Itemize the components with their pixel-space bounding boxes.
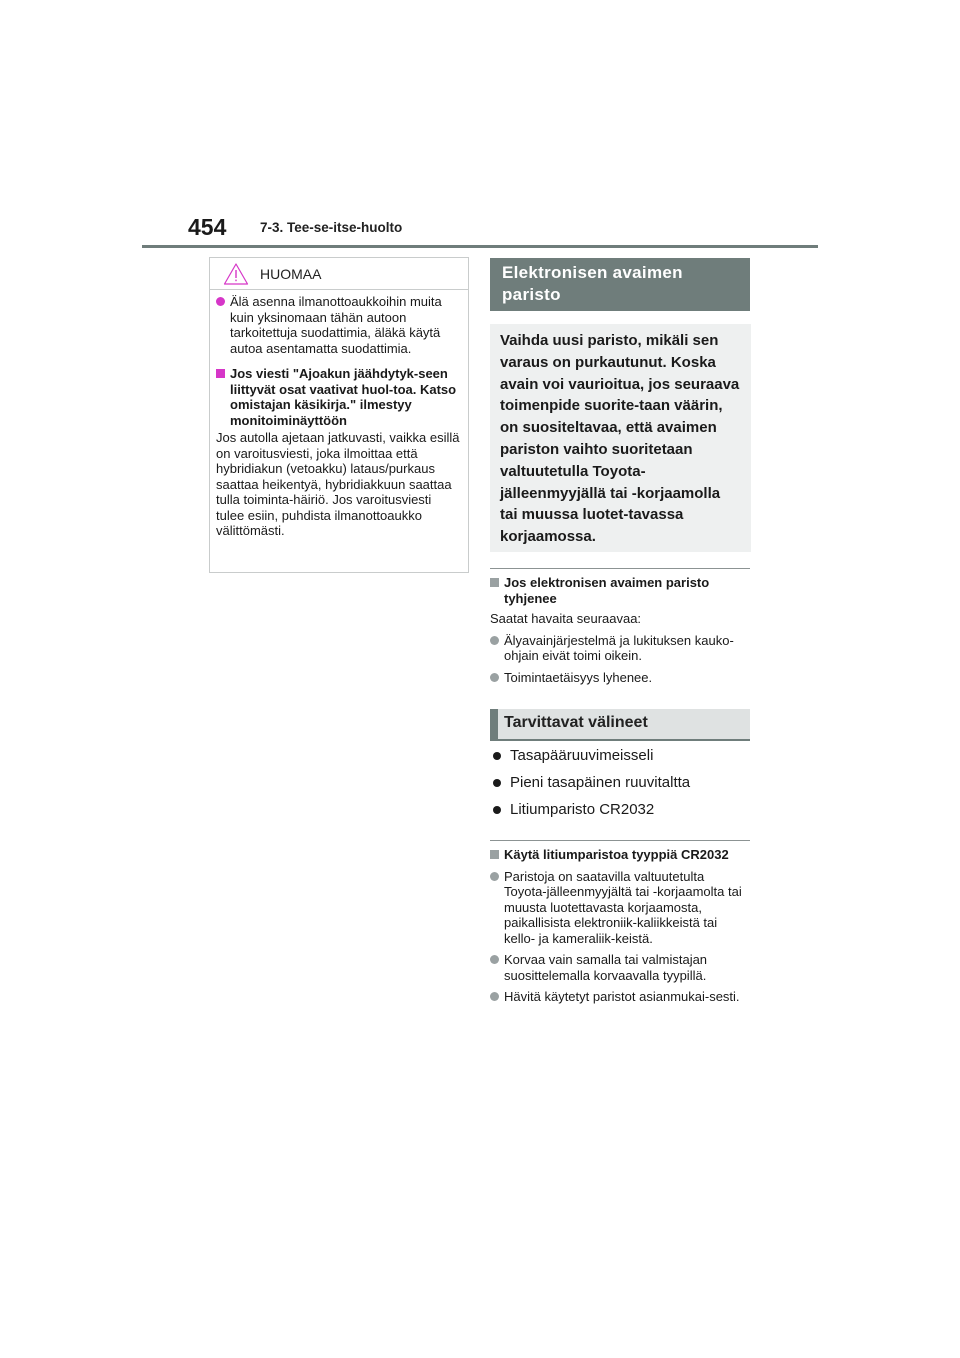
list-item [490, 989, 750, 1005]
bullet-dot-icon [490, 673, 499, 682]
bullet-dot-icon [493, 752, 501, 760]
note-heading-text: Käytä litiumparistoa tyyppiä CR2032 [504, 847, 729, 862]
bullet-dot-icon [490, 872, 499, 881]
tool-item-text: Tasapääruuvimeisseli [510, 747, 654, 764]
bullet-square-icon [490, 578, 499, 587]
tool-item [492, 800, 750, 827]
list-item [490, 952, 750, 983]
list-item [490, 869, 750, 947]
tools-title: Tarvittavat välineet [504, 714, 648, 731]
banner-accent-bar [490, 709, 498, 739]
notice-header [210, 258, 468, 290]
battery-type-note [490, 840, 750, 1013]
tools-list [492, 746, 750, 827]
list-item [490, 633, 750, 664]
header-rule [142, 245, 818, 248]
notice-item-text: Älä asenna ilmanottoaukkoihin muita kuin yksinomaan tähän autoon tarkoitettuja suodattimia, äläkä käytä autoa asentamatta suodattimia. [230, 294, 442, 356]
tool-item [492, 746, 750, 773]
bullet-square-icon [490, 850, 499, 859]
bullet-dot-icon [490, 636, 499, 645]
tool-item [492, 773, 750, 800]
page-header [142, 212, 818, 248]
notice-subheading-text: Jos viesti "Ajoakun jäähdytyk-seen liittyvät osat vaativat huol-toa. Katso omistajan käsikirja." ilmestyy monitoiminäyttöön [230, 366, 457, 428]
notice-box [209, 257, 469, 573]
notice-item [216, 294, 462, 356]
bullet-dot-icon [493, 779, 501, 787]
section-title: 7-3. Tee-se-itse-huolto [260, 220, 403, 235]
info-box: Vaihda uusi paristo, mikäli sen varaus on purkautunut. Koska avain voi vaurioitua, jos seuraava toimenpide suorite-taan väärin, on suositeltavaa, että avaimen pariston vaihto suoritetaan valtuutetulla Toyota-jälleenmyyjällä tai -korjaamolla tai muussa luotet-tavassa korjaamossa. [490, 324, 751, 552]
notice-title: HUOMAA [260, 266, 322, 282]
list-item-text: Älyavainjärjestelmä ja lukituksen kauko-ohjain eivät toimi oikein. [504, 632, 734, 663]
list-item-text: Korvaa vain samalla tai valmistajan suosittelemalla korvaavalla tyypillä. [504, 952, 708, 983]
tools-banner [490, 709, 750, 741]
note-heading [490, 847, 750, 863]
empty-battery-note [490, 568, 750, 693]
notice-body [210, 290, 468, 539]
list-item-text: Hävitä käytetyt paristot asianmukai-sesti. [504, 989, 740, 1004]
note-heading-text: Jos elektronisen avaimen paristo tyhjenee [504, 575, 710, 606]
notice-paragraph: Jos autolla ajetaan jatkuvasti, vaikka esillä on varoitusviesti, joka ilmoittaa että hybridiakun (vetoakku) lataus/purkaus saattaa heikentyä, hybridiakkuun saattaa tulla toiminta-häiriö. Jos varoitusviesti tulee esiin, puhdista ilmanottoaukko välittömästi. [216, 430, 460, 538]
bullet-dot-icon [490, 992, 499, 1001]
tool-item-text: Pieni tasapäinen ruuvitaltta [510, 774, 691, 791]
list-item [490, 670, 750, 686]
bullet-dot-icon [216, 297, 225, 306]
notice-subheading [216, 366, 462, 428]
page-number: 454 [188, 214, 227, 240]
note-heading [490, 575, 750, 606]
section-banner: Elektronisen avaimen paristo [490, 258, 750, 311]
bullet-square-icon [216, 369, 225, 378]
list-item-text: Paristoja on saatavilla valtuutetulta Toyota-jälleenmyyjältä tai -korjaamolta tai muusta luotettavasta korjaamosta, paikallisista elektroniik-kaliikkeistä tai kello- ja kameraliik-keistä. [504, 868, 742, 946]
bullet-dot-icon [493, 806, 501, 814]
tool-item-text: Litiumparisto CR2032 [510, 801, 655, 818]
note-lead: Saatat havaita seuraavaa: [490, 611, 642, 626]
bullet-dot-icon [490, 955, 499, 964]
warning-triangle-icon [223, 262, 249, 286]
list-item-text: Toimintaetäisyys lyhenee. [504, 669, 653, 685]
